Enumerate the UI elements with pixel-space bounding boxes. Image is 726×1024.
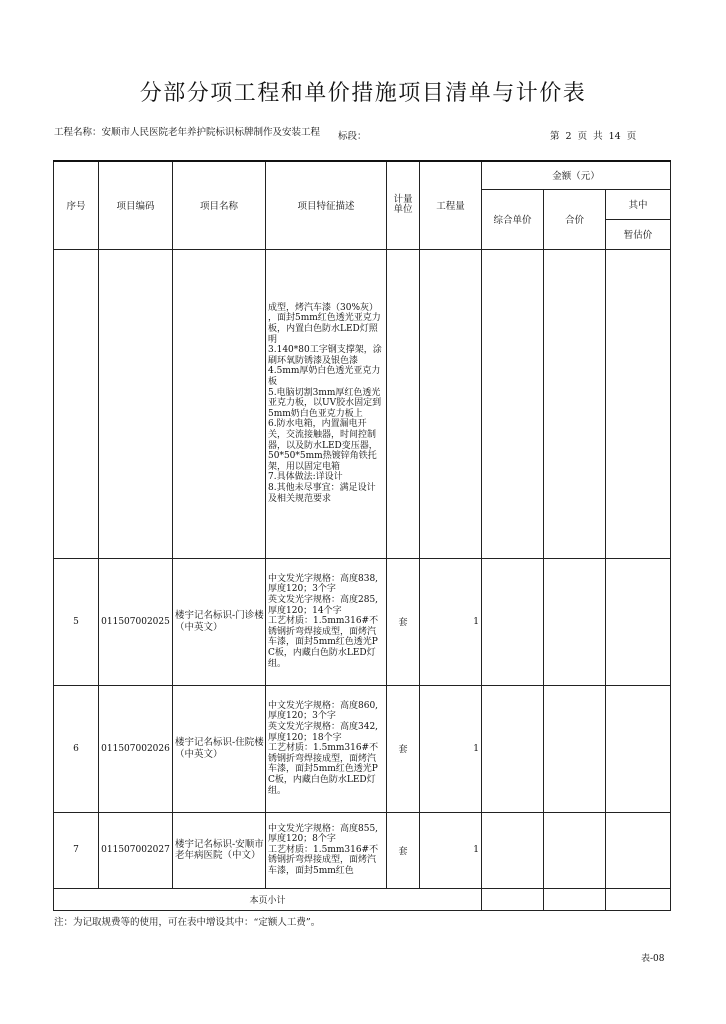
- desc-line: 7.具体做法:详设计: [268, 472, 343, 483]
- row-provisional: [606, 685, 671, 812]
- row-qty: 1: [420, 558, 482, 685]
- col-header-amount: 金额（元）: [482, 161, 671, 189]
- desc-line: 3.140*80工字钢支撑架，涂刷环氧防锈漆及银色漆: [268, 345, 382, 366]
- desc-line: ，面封5mm红色透光亚克力板，内置白色防水LED灯照明: [268, 313, 381, 345]
- col-header-code: 项目编码: [99, 161, 173, 249]
- row-unit: [387, 249, 420, 558]
- subtotal-label: 本页小计: [54, 888, 482, 910]
- row-unit: 套: [387, 558, 420, 685]
- desc-line: 8.其他未尽事宜：满足设计及相关规范要求: [268, 482, 376, 504]
- desc-line: 4.5mm厚奶白色透光亚克力板: [268, 366, 381, 388]
- desc-line: 工艺材质：1.5mm316#不锈钢折弯焊接成型，面烤汽车漆，面封5mm红色: [268, 844, 379, 876]
- col-header-qty: 工程量: [420, 161, 482, 249]
- col-header-unit: [387, 161, 420, 249]
- row-code: 011507002025: [99, 558, 173, 685]
- row-qty: 1: [420, 812, 482, 888]
- desc-line: 工艺材质：1.5mm316#不锈钢折弯焊接成型，面烤汽车漆，面封5mm红色透光PC板，内藏白色防水LED灯组。: [268, 616, 379, 669]
- subtotal-row: [54, 888, 671, 910]
- row-unit-price: [482, 685, 544, 812]
- pricing-table: [53, 160, 671, 911]
- row-code: 011507002027: [99, 812, 173, 888]
- col-header-unit-price: 综合单价: [482, 189, 544, 249]
- row-code: [99, 249, 173, 558]
- subtotal-provisional: [606, 888, 671, 910]
- row-total: [544, 812, 606, 888]
- row-provisional: [606, 249, 671, 558]
- row-desc: [266, 812, 387, 888]
- col-header-desc: 项目特征描述: [266, 161, 387, 249]
- row-unit: 套: [387, 812, 420, 888]
- table-row: [54, 812, 671, 888]
- row-unit-price: [482, 249, 544, 558]
- project-name-label: [54, 127, 324, 139]
- desc-line: 中文发光字规格：高度855,厚度120；8个字: [268, 823, 379, 845]
- row-seq: 7: [54, 812, 99, 888]
- footnote: 注：为记取规费等的使用，可在表中增设其中：“定额人工费”。: [54, 917, 321, 928]
- row-code: 011507002026: [99, 685, 173, 812]
- row-name: 楼宇记名标识-住院楼（中英文）: [173, 685, 266, 812]
- row-desc: [266, 249, 387, 558]
- row-seq: [54, 249, 99, 558]
- desc-line: 成型，烤汽车漆（30%灰）: [268, 302, 379, 313]
- desc-line: 工艺材质：1.5mm316#不锈钢折弯焊接成型，面烤汽车漆，面封5mm红色透光PC板，内藏白色防水LED灯组。: [268, 743, 379, 796]
- page-info: 第 2 页 共 14 页: [550, 131, 637, 142]
- row-unit: 套: [387, 685, 420, 812]
- row-qty: [420, 249, 482, 558]
- row-seq: 5: [54, 558, 99, 685]
- row-desc: [266, 685, 387, 812]
- desc-line: 英文发光字规格：高度285,厚度120；14个字: [268, 595, 379, 616]
- row-seq: 6: [54, 685, 99, 812]
- desc-line: 中文发光字规格：高度860,厚度120；3个字: [268, 700, 379, 722]
- row-qty: 1: [420, 685, 482, 812]
- row-provisional: [606, 812, 671, 888]
- row-name: 楼宇记名标识-安顺市老年病医院（中文）: [173, 812, 266, 888]
- row-total: [544, 249, 606, 558]
- subtotal-total: [544, 888, 606, 910]
- table-row: [54, 558, 671, 685]
- desc-line: 中文发光字规格：高度838,厚度120；3个字: [268, 573, 379, 595]
- form-number: 表-08: [641, 954, 665, 964]
- desc-line: 6.防水电箱，内置漏电开关，交流接触器，时间控制器，以及防水LED变压器，50*50*5mm热镀锌角铁托架，用以固定电箱: [268, 419, 378, 472]
- row-total: [544, 558, 606, 685]
- row-unit-price: [482, 558, 544, 685]
- col-header-name: 项目名称: [173, 161, 266, 249]
- col-header-total: 合价: [544, 189, 606, 249]
- subtotal-unit-price: [482, 888, 544, 910]
- row-total: [544, 685, 606, 812]
- desc-line: 英文发光字规格：高度342,厚度120；18个字: [268, 722, 379, 743]
- col-header-unit-text: 计量单位: [393, 194, 413, 216]
- row-provisional: [606, 558, 671, 685]
- col-header-seq: 序号: [54, 161, 99, 249]
- table-row: [54, 249, 671, 558]
- col-header-provisional: 暂估价: [606, 219, 671, 249]
- table-row: [54, 685, 671, 812]
- row-name: 楼宇记名标识-门诊楼（中英文）: [173, 558, 266, 685]
- col-header-of-which: 其中: [606, 189, 671, 219]
- row-unit-price: [482, 812, 544, 888]
- row-desc: [266, 558, 387, 685]
- project-label: 工程名称：: [54, 127, 102, 138]
- desc-line: 5.电脑切割3mm厚红色透光亚克力板，以UV胶水固定到5mm奶白色亚克力板上: [268, 387, 382, 419]
- row-name: [173, 249, 266, 558]
- section-label: 标段：: [338, 131, 367, 142]
- page-title: 分部分项工程和单价措施项目清单与计价表: [139, 81, 587, 106]
- project-name: 安顺市人民医院老年养护院标识标牌制作及安装工程: [101, 127, 321, 138]
